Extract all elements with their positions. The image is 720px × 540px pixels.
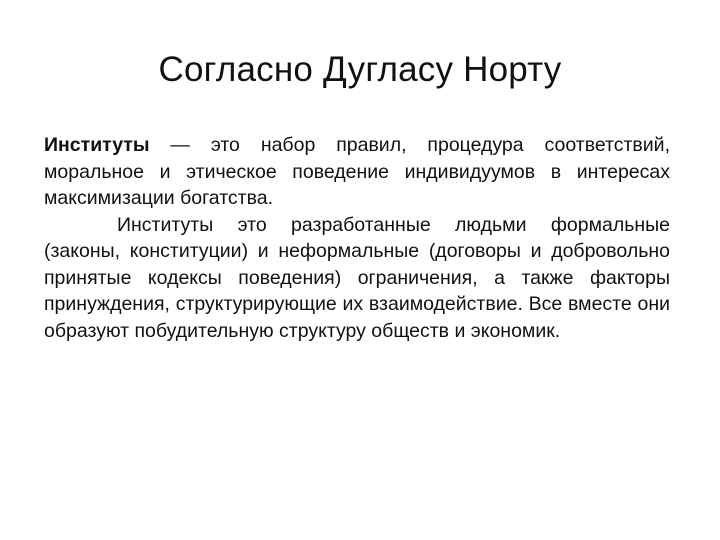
definition-paragraph bbox=[44, 132, 670, 212]
definition-text: — это набор правил, процедура соответствий, моральное и этическое поведение индивидуумов в интересах максимизации богатства. bbox=[44, 134, 670, 209]
slide-body bbox=[44, 132, 670, 344]
slide-title: Согласно Дугласу Норту bbox=[158, 50, 562, 89]
term-institutions: Институты bbox=[44, 134, 150, 156]
explanation-paragraph: Институты это разработанные людьми формальные (законы, конституции) и неформальные (договоры и добровольно принятые кодексы поведения) ограничения, а также факторы принуждения, структурирующие их взаимодействие. Все вместе они образуют побудительную структуру обществ и экономик. bbox=[44, 213, 670, 342]
